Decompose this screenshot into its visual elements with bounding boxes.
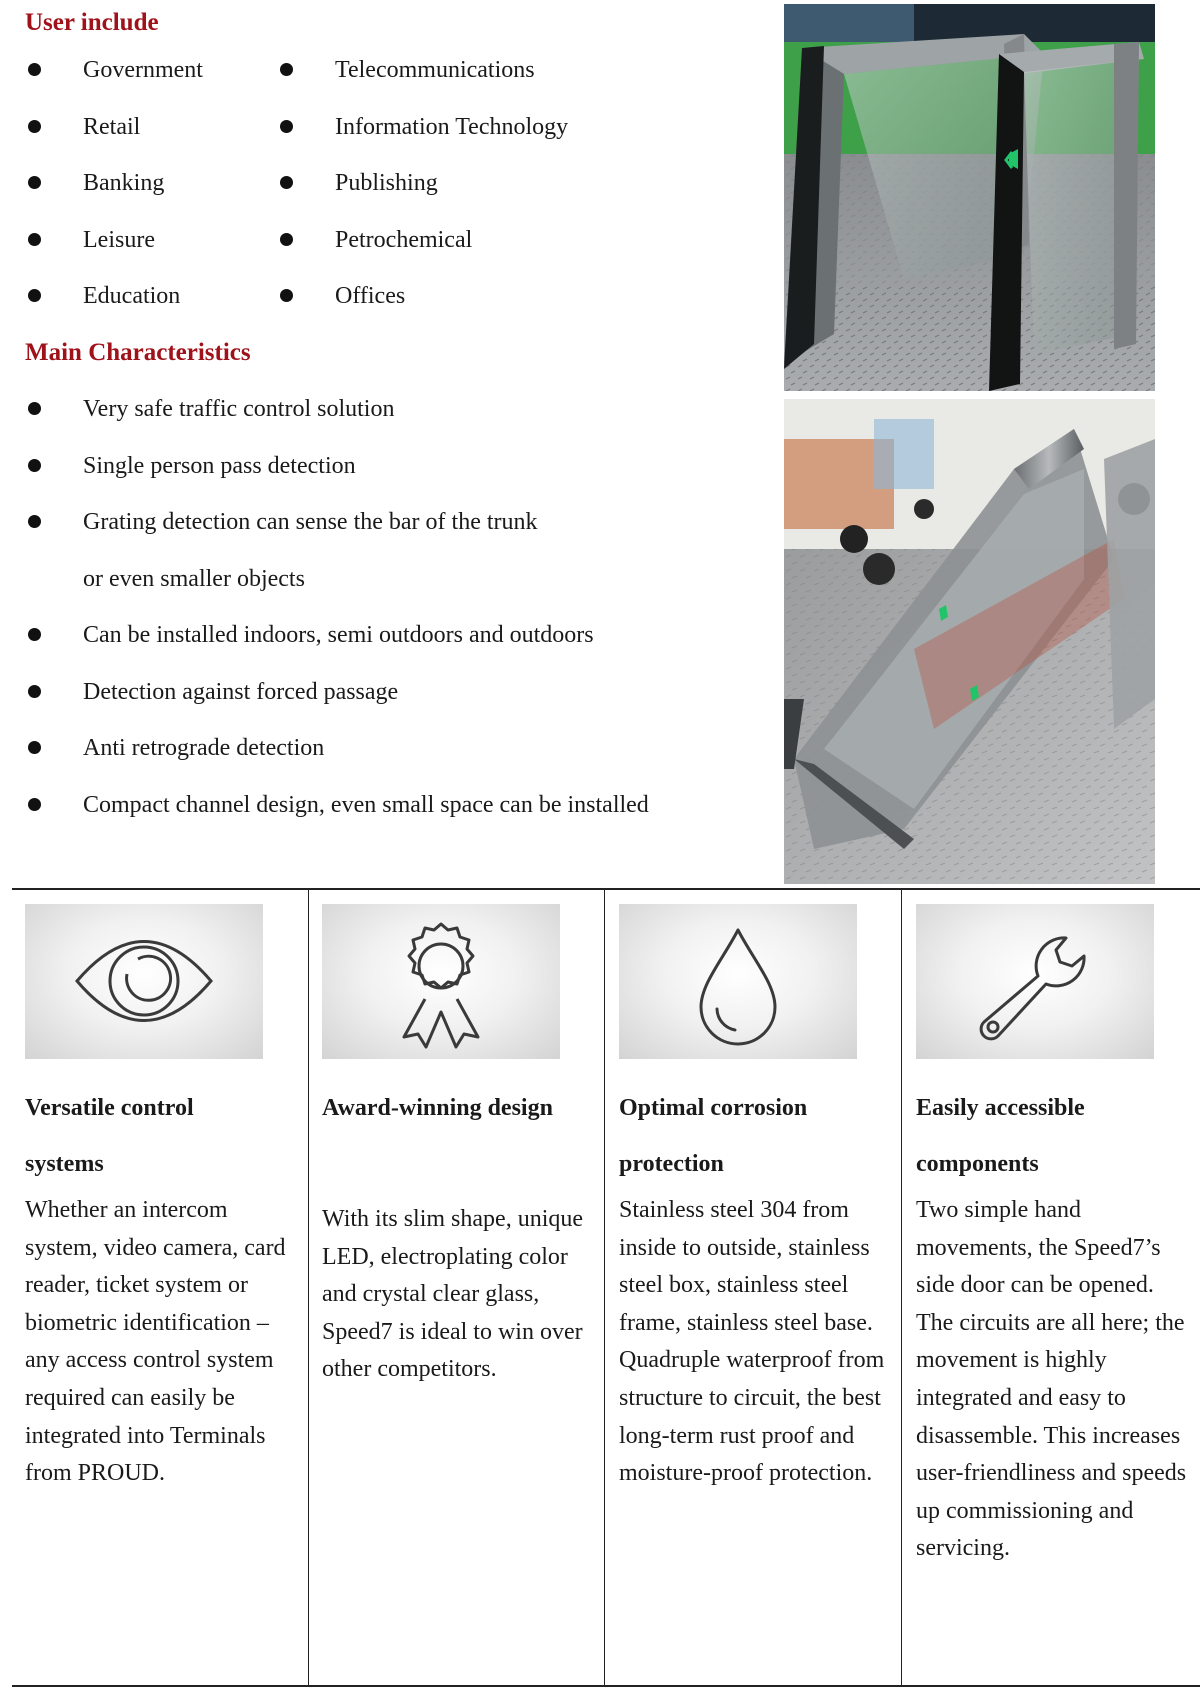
list-item: Single person pass detection	[83, 453, 356, 479]
list-item: Leisure	[83, 227, 155, 253]
list-item: Anti retrograde detection	[83, 735, 325, 761]
table-bottom-border	[12, 1685, 1200, 1687]
column-divider	[901, 888, 902, 1686]
bullet-icon	[28, 515, 41, 528]
drop-icon-tile	[619, 904, 857, 1059]
eye-icon-tile	[25, 904, 263, 1059]
feature-description: Two simple hand movements, the Speed7’s side door can be opened. The circuits are all here; the movement is highly integrated and easy to disassemble. This increases user-friendliness and speeds up commissioning and servicing.	[916, 1197, 1187, 1562]
wrench-icon	[916, 904, 1154, 1059]
list-item: Publishing	[335, 170, 438, 196]
bullet-icon	[28, 176, 41, 189]
wrench-icon-tile	[916, 904, 1154, 1059]
feature-title: Versatile control systems	[25, 1095, 194, 1177]
list-item: Telecommunications	[335, 57, 535, 83]
bullet-icon	[28, 628, 41, 641]
list-item: Government	[83, 57, 203, 83]
list-item: Grating detection can sense the bar of the trunk	[83, 509, 538, 535]
feature-description: Whether an intercom system, video camera, card reader, ticket system or biometric identification – any access control system required can easily be integrated into Terminals from PROUD.	[25, 1197, 286, 1487]
list-item: Offices	[335, 283, 406, 309]
bullet-icon	[28, 233, 41, 246]
list-item: Can be installed indoors, semi outdoors and outdoors	[83, 622, 594, 648]
column-divider	[604, 888, 605, 1686]
bullet-icon	[28, 402, 41, 415]
bullet-icon	[280, 289, 293, 302]
list-item: Compact channel design, even small space can be installed	[83, 792, 649, 818]
feature-title: Optimal corrosion protection	[619, 1095, 808, 1177]
user-include-heading: User include	[25, 9, 159, 36]
main-characteristics-heading: Main Characteristics	[25, 339, 251, 366]
list-item: Education	[83, 283, 181, 309]
list-item: Retail	[83, 114, 141, 140]
column-divider	[308, 888, 309, 1686]
bullet-icon	[280, 120, 293, 133]
bullet-icon	[28, 120, 41, 133]
turnstile-photo-front	[784, 4, 1155, 391]
feature-description: Stainless steel 304 from inside to outside, stainless steel box, stainless steel frame, stainless steel base. Quadruple waterproof from structure to circuit, the best long-term rust proof and moisture-proof protection.	[619, 1197, 885, 1487]
bullet-icon	[28, 63, 41, 76]
list-item: Information Technology	[335, 114, 569, 140]
water-drop-icon	[619, 904, 857, 1059]
award-icon-tile	[322, 904, 560, 1059]
bullet-icon	[28, 798, 41, 811]
bullet-icon	[28, 741, 41, 754]
feature-description: With its slim shape, unique LED, electroplating color and crystal clear glass, Speed7 is ideal to win over other competitors.	[322, 1206, 584, 1383]
table-top-border	[12, 888, 1200, 890]
bullet-icon	[280, 63, 293, 76]
bullet-icon	[28, 289, 41, 302]
list-item: Banking	[83, 170, 165, 196]
feature-title: Award-winning design	[322, 1095, 553, 1121]
bullet-icon	[280, 233, 293, 246]
bullet-icon	[28, 459, 41, 472]
list-item: Petrochemical	[335, 227, 473, 253]
bullet-icon	[280, 176, 293, 189]
bullet-icon	[28, 685, 41, 698]
turnstile-photo-angled	[784, 399, 1155, 884]
list-item: Detection against forced passage	[83, 679, 399, 705]
list-item: Very safe traffic control solution	[83, 396, 395, 422]
award-ribbon-icon	[322, 904, 560, 1059]
eye-icon	[25, 904, 263, 1059]
list-item-continuation: or even smaller objects	[83, 566, 305, 592]
feature-title: Easily accessible components	[916, 1095, 1085, 1177]
